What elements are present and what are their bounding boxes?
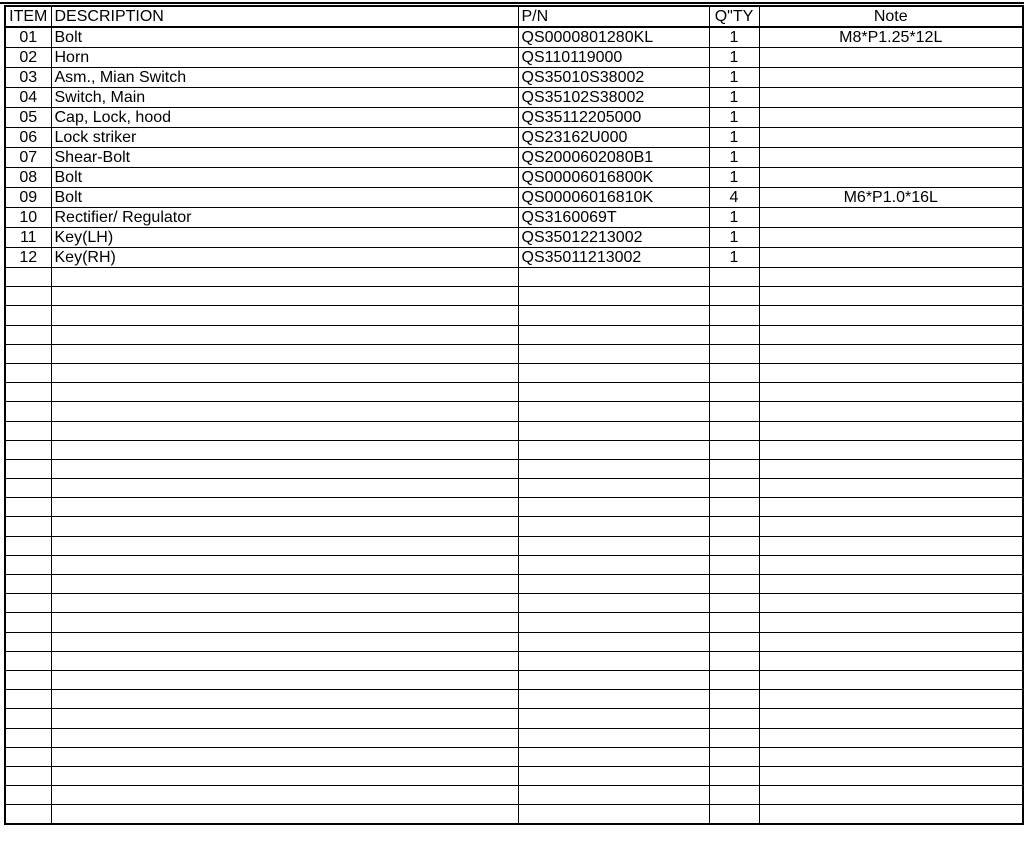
cell-part-number: QS35011213002 (518, 248, 709, 268)
cell-description: Asm., Mian Switch (51, 68, 518, 88)
table-row (5, 670, 1023, 689)
cell-note: M8*P1.25*12L (759, 27, 1023, 48)
table-row (5, 188, 1023, 208)
header-item: ITEM (5, 6, 51, 27)
cell-note (759, 421, 1023, 440)
cell-note (759, 128, 1023, 148)
table-row (5, 728, 1023, 747)
cell-quantity (709, 440, 759, 459)
cell-description (51, 613, 518, 632)
cell-item: 10 (5, 208, 51, 228)
cell-item (5, 440, 51, 459)
cell-part-number (518, 421, 709, 440)
cell-item (5, 344, 51, 363)
cell-item: 12 (5, 248, 51, 268)
cell-description: Key(RH) (51, 248, 518, 268)
cell-item (5, 517, 51, 536)
cell-quantity (709, 709, 759, 728)
parts-list-table (4, 5, 1024, 825)
cell-part-number (518, 536, 709, 555)
cell-note (759, 402, 1023, 421)
cell-description: Bolt (51, 27, 518, 48)
cell-quantity (709, 344, 759, 363)
header-part-number: P/N (518, 6, 709, 27)
cell-part-number (518, 440, 709, 459)
table-row (5, 168, 1023, 188)
table-row (5, 383, 1023, 402)
cell-note (759, 786, 1023, 805)
cell-part-number (518, 575, 709, 594)
cell-item: 05 (5, 108, 51, 128)
table-row (5, 440, 1023, 459)
cell-description: Lock striker (51, 128, 518, 148)
table-row (5, 287, 1023, 306)
cell-item (5, 728, 51, 747)
cell-part-number: QS35010S38002 (518, 68, 709, 88)
cell-note (759, 747, 1023, 766)
cell-note (759, 632, 1023, 651)
table-row (5, 709, 1023, 728)
cell-item: 02 (5, 48, 51, 68)
cell-description: Shear-Bolt (51, 148, 518, 168)
cell-item (5, 536, 51, 555)
cell-quantity (709, 287, 759, 306)
table-row (5, 555, 1023, 574)
cell-quantity: 1 (709, 48, 759, 68)
table-row (5, 228, 1023, 248)
table-row (5, 402, 1023, 421)
cell-quantity (709, 306, 759, 325)
cell-part-number: QS110119000 (518, 48, 709, 68)
cell-part-number (518, 613, 709, 632)
cell-quantity (709, 728, 759, 747)
cell-part-number: QS35112205000 (518, 108, 709, 128)
cell-part-number (518, 325, 709, 344)
table-row (5, 594, 1023, 613)
cell-item (5, 766, 51, 785)
cell-note (759, 670, 1023, 689)
cell-quantity (709, 613, 759, 632)
cell-description: Cap, Lock, hood (51, 108, 518, 128)
cell-quantity (709, 517, 759, 536)
cell-part-number (518, 786, 709, 805)
cell-quantity (709, 690, 759, 709)
cell-quantity: 1 (709, 148, 759, 168)
cell-description (51, 421, 518, 440)
cell-description (51, 306, 518, 325)
cell-description (51, 670, 518, 689)
cell-part-number (518, 555, 709, 574)
cell-part-number (518, 287, 709, 306)
cell-part-number (518, 402, 709, 421)
table-row (5, 268, 1023, 287)
cell-item (5, 805, 51, 824)
cell-description (51, 479, 518, 498)
cell-item (5, 690, 51, 709)
cell-part-number (518, 766, 709, 785)
cell-item (5, 670, 51, 689)
cell-part-number (518, 517, 709, 536)
cell-part-number (518, 268, 709, 287)
cell-item (5, 651, 51, 670)
cell-item: 01 (5, 27, 51, 48)
cell-quantity (709, 670, 759, 689)
cell-note (759, 148, 1023, 168)
cell-part-number: QS00006016810K (518, 188, 709, 208)
cell-part-number: QS35102S38002 (518, 88, 709, 108)
cell-item (5, 709, 51, 728)
table-row (5, 248, 1023, 268)
cell-note (759, 48, 1023, 68)
cell-part-number: QS35012213002 (518, 228, 709, 248)
cell-quantity (709, 421, 759, 440)
cell-note (759, 536, 1023, 555)
cell-note (759, 248, 1023, 268)
cell-note (759, 228, 1023, 248)
cell-part-number (518, 498, 709, 517)
cell-part-number (518, 306, 709, 325)
cell-part-number (518, 651, 709, 670)
cell-item (5, 306, 51, 325)
cell-quantity (709, 555, 759, 574)
cell-description (51, 440, 518, 459)
cell-description (51, 325, 518, 344)
cell-quantity (709, 402, 759, 421)
cell-quantity (709, 766, 759, 785)
cell-item (5, 594, 51, 613)
cell-part-number: QS3160069T (518, 208, 709, 228)
cell-part-number (518, 363, 709, 382)
cell-quantity (709, 268, 759, 287)
cell-quantity: 1 (709, 248, 759, 268)
cell-note (759, 728, 1023, 747)
cell-item (5, 575, 51, 594)
table-row (5, 805, 1023, 824)
cell-item (5, 786, 51, 805)
cell-quantity: 1 (709, 27, 759, 48)
cell-description (51, 287, 518, 306)
cell-note (759, 440, 1023, 459)
cell-part-number (518, 594, 709, 613)
cell-part-number: QS0000801280KL (518, 27, 709, 48)
cell-description (51, 805, 518, 824)
cell-item (5, 402, 51, 421)
cell-note (759, 344, 1023, 363)
cell-note (759, 709, 1023, 728)
cell-quantity (709, 651, 759, 670)
cell-description: Bolt (51, 168, 518, 188)
cell-quantity (709, 594, 759, 613)
cell-quantity: 4 (709, 188, 759, 208)
table-row (5, 479, 1023, 498)
table-header (5, 6, 1023, 27)
table-row (5, 766, 1023, 785)
table-row (5, 575, 1023, 594)
top-border-line (0, 2, 1024, 4)
cell-part-number (518, 709, 709, 728)
cell-item (5, 632, 51, 651)
cell-description (51, 747, 518, 766)
cell-note (759, 594, 1023, 613)
cell-note (759, 208, 1023, 228)
table-row (5, 325, 1023, 344)
cell-quantity (709, 383, 759, 402)
cell-quantity (709, 536, 759, 555)
cell-description (51, 594, 518, 613)
cell-part-number (518, 632, 709, 651)
cell-item: 11 (5, 228, 51, 248)
cell-note (759, 805, 1023, 824)
cell-description (51, 632, 518, 651)
table-row (5, 148, 1023, 168)
cell-description (51, 575, 518, 594)
cell-quantity (709, 479, 759, 498)
cell-description: Horn (51, 48, 518, 68)
cell-description: Key(LH) (51, 228, 518, 248)
cell-note (759, 498, 1023, 517)
table-row (5, 208, 1023, 228)
table-row (5, 344, 1023, 363)
table-row (5, 747, 1023, 766)
cell-part-number: QS2000602080B1 (518, 148, 709, 168)
cell-note (759, 88, 1023, 108)
cell-quantity (709, 575, 759, 594)
cell-item (5, 363, 51, 382)
cell-part-number (518, 670, 709, 689)
table-row (5, 68, 1023, 88)
cell-part-number (518, 383, 709, 402)
cell-note (759, 108, 1023, 128)
cell-description (51, 268, 518, 287)
cell-note (759, 479, 1023, 498)
cell-note (759, 168, 1023, 188)
cell-item: 06 (5, 128, 51, 148)
cell-note (759, 575, 1023, 594)
table-row (5, 517, 1023, 536)
table-row (5, 306, 1023, 325)
cell-part-number (518, 690, 709, 709)
cell-item (5, 459, 51, 478)
table-row (5, 363, 1023, 382)
cell-note (759, 690, 1023, 709)
table-row (5, 786, 1023, 805)
cell-quantity: 1 (709, 228, 759, 248)
cell-note (759, 363, 1023, 382)
cell-item (5, 268, 51, 287)
cell-quantity (709, 459, 759, 478)
cell-note (759, 766, 1023, 785)
table-row (5, 536, 1023, 555)
cell-note (759, 325, 1023, 344)
cell-note (759, 287, 1023, 306)
cell-quantity (709, 747, 759, 766)
table-row (5, 613, 1023, 632)
cell-description (51, 344, 518, 363)
cell-part-number (518, 805, 709, 824)
cell-item: 03 (5, 68, 51, 88)
cell-item (5, 613, 51, 632)
cell-note (759, 517, 1023, 536)
cell-item: 09 (5, 188, 51, 208)
cell-description (51, 459, 518, 478)
header-description: DESCRIPTION (51, 6, 518, 27)
cell-item (5, 421, 51, 440)
cell-quantity: 1 (709, 168, 759, 188)
cell-part-number (518, 747, 709, 766)
cell-item: 04 (5, 88, 51, 108)
header-quantity: Q"TY (709, 6, 759, 27)
cell-item: 07 (5, 148, 51, 168)
cell-quantity (709, 786, 759, 805)
cell-note (759, 555, 1023, 574)
cell-part-number (518, 459, 709, 478)
cell-description (51, 402, 518, 421)
cell-part-number: QS23162U000 (518, 128, 709, 148)
cell-description (51, 555, 518, 574)
cell-part-number: QS00006016800K (518, 168, 709, 188)
cell-note (759, 306, 1023, 325)
cell-note (759, 268, 1023, 287)
table-row (5, 498, 1023, 517)
cell-item (5, 498, 51, 517)
cell-description (51, 363, 518, 382)
table-row (5, 128, 1023, 148)
cell-description (51, 709, 518, 728)
cell-description: Rectifier/ Regulator (51, 208, 518, 228)
cell-quantity: 1 (709, 108, 759, 128)
cell-note (759, 459, 1023, 478)
cell-item (5, 479, 51, 498)
cell-item (5, 325, 51, 344)
cell-description (51, 498, 518, 517)
cell-quantity (709, 632, 759, 651)
header-note: Note (759, 6, 1023, 27)
cell-note (759, 613, 1023, 632)
cell-description (51, 651, 518, 670)
cell-item (5, 383, 51, 402)
table-row (5, 108, 1023, 128)
table-row (5, 459, 1023, 478)
cell-part-number (518, 479, 709, 498)
cell-quantity (709, 805, 759, 824)
table-row (5, 48, 1023, 68)
cell-quantity (709, 498, 759, 517)
cell-item (5, 555, 51, 574)
cell-note: M6*P1.0*16L (759, 188, 1023, 208)
cell-note (759, 383, 1023, 402)
cell-description (51, 383, 518, 402)
cell-quantity: 1 (709, 128, 759, 148)
cell-note (759, 68, 1023, 88)
cell-quantity: 1 (709, 88, 759, 108)
table-row (5, 690, 1023, 709)
table-body (5, 27, 1023, 824)
cell-description (51, 786, 518, 805)
cell-description (51, 690, 518, 709)
cell-part-number (518, 344, 709, 363)
cell-note (759, 651, 1023, 670)
cell-item (5, 287, 51, 306)
table-row (5, 88, 1023, 108)
cell-quantity (709, 363, 759, 382)
header-row (5, 6, 1023, 27)
cell-description (51, 517, 518, 536)
cell-description (51, 536, 518, 555)
cell-quantity: 1 (709, 208, 759, 228)
table-row (5, 632, 1023, 651)
cell-quantity: 1 (709, 68, 759, 88)
cell-description: Bolt (51, 188, 518, 208)
cell-quantity (709, 325, 759, 344)
cell-item (5, 747, 51, 766)
table-row (5, 421, 1023, 440)
cell-description (51, 766, 518, 785)
cell-description (51, 728, 518, 747)
table-row (5, 651, 1023, 670)
cell-description: Switch, Main (51, 88, 518, 108)
table-row (5, 27, 1023, 48)
cell-item: 08 (5, 168, 51, 188)
cell-part-number (518, 728, 709, 747)
